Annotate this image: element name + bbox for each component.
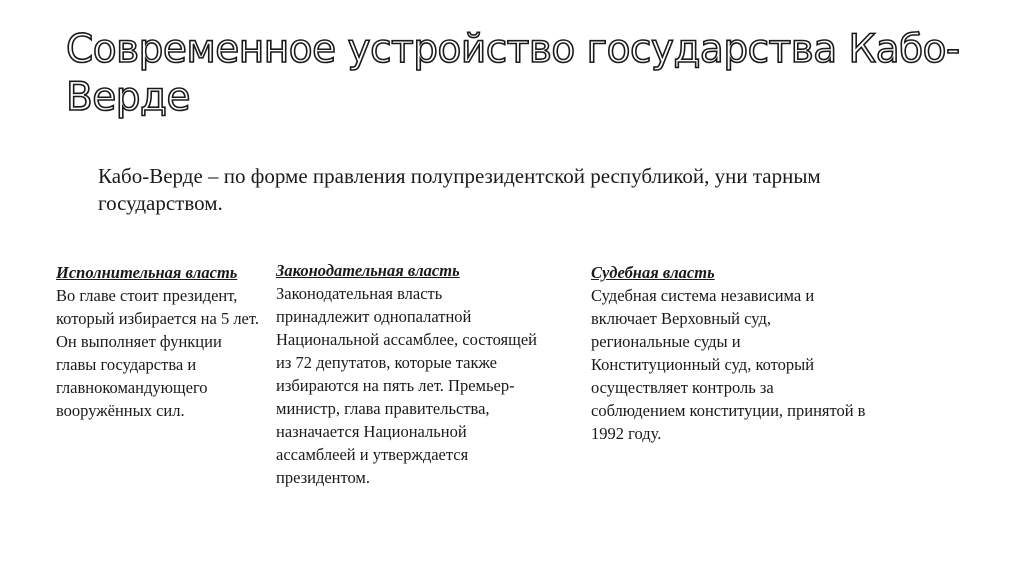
judicial-branch-heading: Судебная власть [591, 263, 715, 282]
executive-branch-heading: Исполнительная власть [56, 263, 238, 282]
executive-branch-text: Во главе стоит президент, который избирается на 5 лет. Он выполняет функции главы государства и главнокомандующего вооружённых сил. [56, 286, 259, 420]
executive-branch-column [56, 261, 261, 422]
legislative-branch-heading: Законодательная власть [276, 261, 460, 280]
slide-title: Современное устройство государства Кабо-Верде [66, 27, 960, 120]
legislative-branch-text: Законодательная власть принадлежит однопалатной Национальной ассамблее, состоящей из 72 депутатов, которые также избираются на пять лет. Премьер-министр, глава правительства, назначается Национальной ассамблеей и утверждается президентом. [276, 284, 537, 487]
legislative-branch-column [276, 259, 538, 489]
judicial-branch-text: Судебная система независима и включает Верховный суд, региональные суды и Конституционный суд, который осуществляет контроль за соблюдением конституции, принятой в 1992 году. [591, 286, 866, 443]
judicial-branch-column [591, 261, 871, 445]
intro-text: Кабо-Верде – по форме правления полупрезидентской республикой, уни тарным государством. [98, 164, 821, 215]
